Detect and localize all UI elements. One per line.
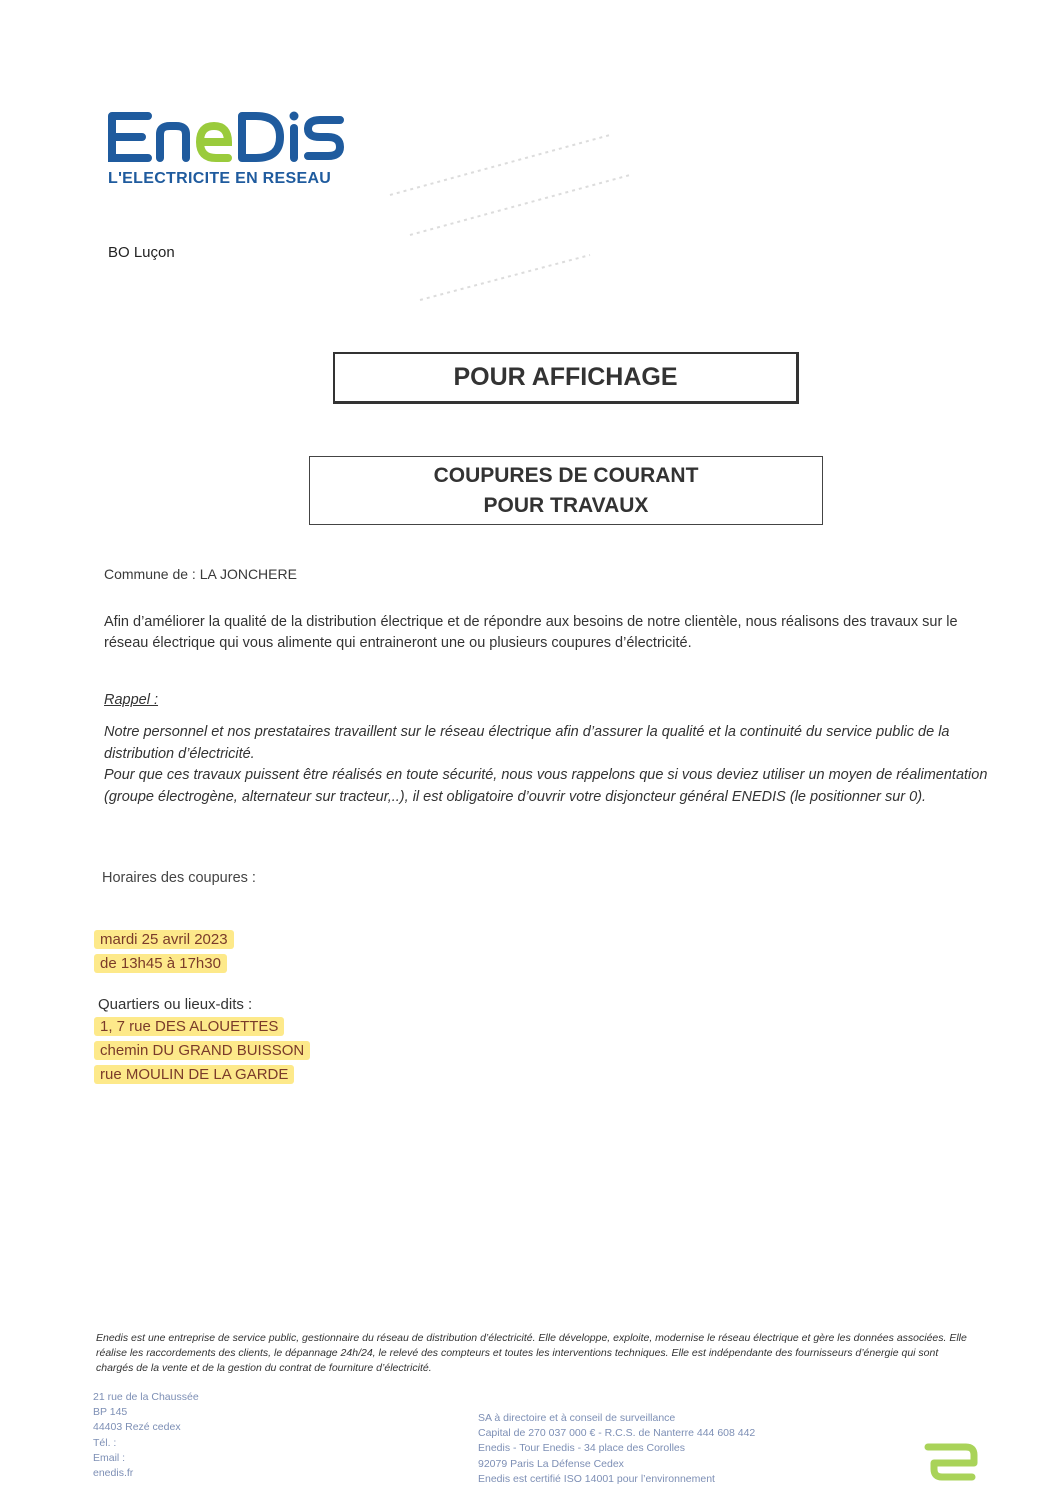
- legal-line: 92079 Paris La Défense Cedex: [478, 1457, 624, 1470]
- footer-legal: [478, 1411, 755, 1487]
- coupures-box: [309, 456, 823, 525]
- footer-description: Enedis est une entreprise de service public, gestionnaire du réseau de distribution d’électricité. Elle développe, exploite, modernise le réseau électrique et gère les données associées. Elle réalise les raccordements des clients, le dépannage 24h/24, le relevé des compteurs et toutes les interventions techniques. Elle est indépendante des fournisseurs d’énergie qui sont chargés de la vente et de la gestion du contrat de fourniture d’électricité.: [96, 1332, 967, 1374]
- enedis-e-mark-icon: [922, 1437, 978, 1487]
- lieux-list: [94, 1015, 310, 1087]
- rappel-heading: Rappel :: [104, 692, 159, 708]
- intro-paragraph: Afin d’améliorer la qualité de la distribution électrique et de répondre aux besoins de notre clientèle, nous réalisons des travaux sur le réseau électrique qui vous alimente qui entraineront une ou plusieurs coupures d’électricité.: [104, 614, 958, 651]
- horaires-label: Horaires des coupures :: [102, 870, 256, 886]
- enedis-logo: [108, 108, 348, 190]
- enedis-wordmark: [108, 108, 348, 166]
- faded-stamp: [380, 125, 640, 305]
- pour-affichage-title: POUR AFFICHAGE: [453, 363, 678, 391]
- coupures-title-line1: COUPURES DE COURANT: [433, 463, 699, 487]
- lieu-item: rue MOULIN DE LA GARDE: [94, 1065, 294, 1084]
- logo-tagline: L'ELECTRICITE EN RESEAU: [108, 170, 332, 187]
- pour-affichage-box: [333, 352, 799, 404]
- coupures-title-line2: POUR TRAVAUX: [483, 493, 649, 517]
- legal-line: Capital de 270 037 000 € - R.C.S. de Nanterre 444 608 442: [478, 1427, 756, 1440]
- quartiers-label: Quartiers ou lieux-dits :: [98, 996, 253, 1013]
- coupure-time: de 13h45 à 17h30: [94, 954, 227, 973]
- address-line: 21 rue de la Chaussée: [93, 1391, 199, 1403]
- website-link[interactable]: enedis.fr: [93, 1467, 134, 1480]
- lieu-item: 1, 7 rue DES ALOUETTES: [94, 1017, 284, 1036]
- legal-line: SA à directoire et à conseil de surveillance: [478, 1412, 676, 1424]
- commune-line: Commune de : LA JONCHERE: [104, 566, 297, 582]
- footer-address: [93, 1390, 199, 1481]
- legal-line: Enedis est certifié ISO 14001 pour l’environnement: [478, 1472, 715, 1485]
- coupure-schedule: [94, 928, 234, 976]
- address-line: BP 145: [93, 1406, 128, 1419]
- address-line: Email :: [93, 1451, 126, 1464]
- address-line: 44403 Rezé cedex: [93, 1421, 181, 1434]
- legal-line: Enedis - Tour Enedis - 34 place des Corolles: [478, 1442, 686, 1455]
- rappel-paragraph-2: Pour que ces travaux puissent être réalisés en toute sécurité, nous vous rappelons que si vous deviez utiliser un moyen de réalimentation (groupe électrogène, alternateur sur tracteur,..), il est obligatoire d’ouvrir votre disjoncteur général ENEDIS (le positionner sur 0).: [104, 767, 988, 805]
- lieu-item: chemin DU GRAND BUISSON: [94, 1041, 310, 1060]
- office-name: BO Luçon: [108, 244, 175, 261]
- address-line: Tél. :: [93, 1436, 117, 1449]
- rappel-body: [104, 722, 994, 808]
- rappel-paragraph-1: Notre personnel et nos prestataires travaillent sur le réseau électrique afin d’assurer la qualité et la continuité du service public de la distribution d’électricité.: [104, 724, 950, 762]
- coupure-date: mardi 25 avril 2023: [94, 930, 234, 949]
